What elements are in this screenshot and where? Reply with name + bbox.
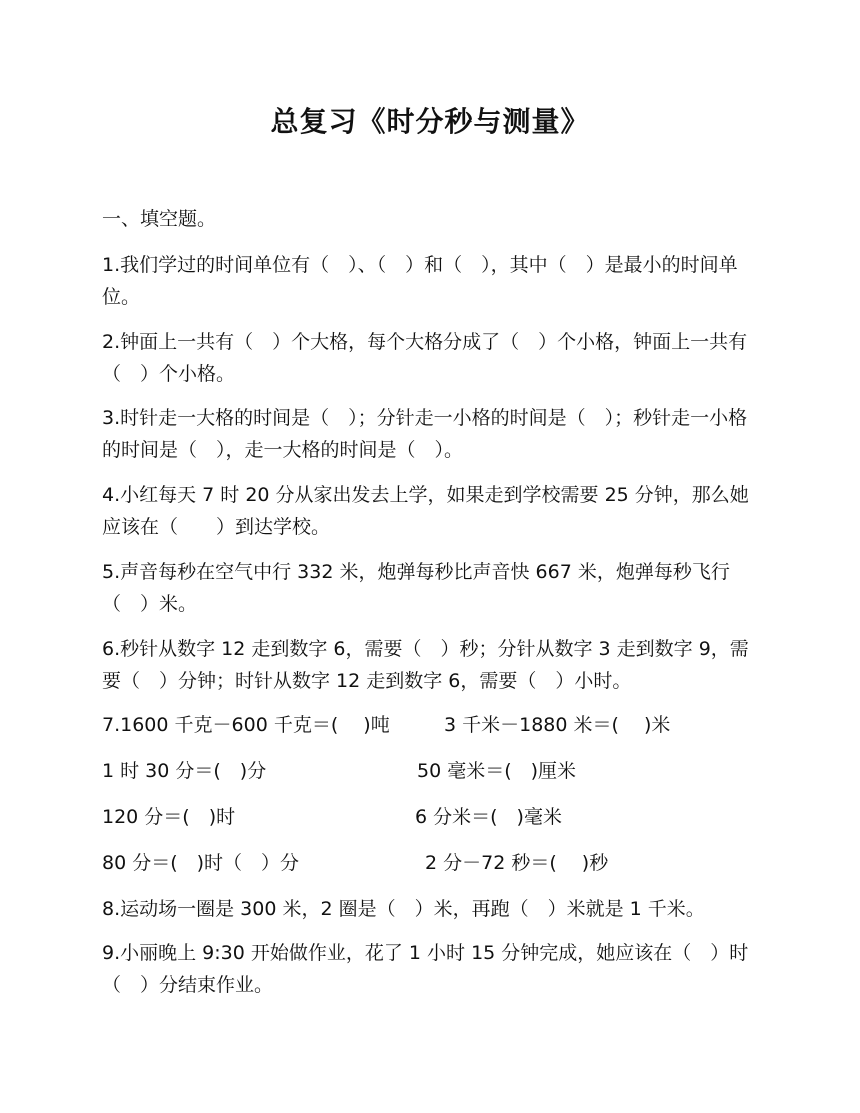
question-7-row-1 xyxy=(102,709,762,741)
question-4: 4.小红每天 7 时 20 分从家出发去上学，如果走到学校需要 25 分钟，那么她应该在（ ）到达学校。 xyxy=(102,484,749,538)
question-3: 3.时针走一大格的时间是（ ）；分针走一小格的时间是（ ）；秒针走一小格的时间是（ ），走一大格的时间是（ ）。 xyxy=(102,407,748,461)
question-9: 9.小丽晚上 9:30 开始做作业，花了 1 小时 15 分钟完成，她应该在（ ）时（ ）分结束作业。 xyxy=(102,942,749,996)
question-5: 5.声音每秒在空气中行 332 米，炮弹每秒比声音快 667 米，炮弹每秒飞行（ ）米。 xyxy=(102,561,730,615)
page-title: 总复习《时分秒与测量》 xyxy=(270,105,590,138)
conversion-right: 6 分米＝( )毫米 xyxy=(415,806,562,828)
question-7-row-3 xyxy=(102,801,762,833)
conversion-right: 3 千米－1880 米＝( )米 xyxy=(444,714,671,736)
question-7-row-2 xyxy=(102,755,762,787)
section-heading: 一、填空题。 xyxy=(102,208,217,230)
question-6: 6.秒针从数字 12 走到数字 6，需要（ ）秒；分针从数字 3 走到数字 9，需要（ ）分钟；时针从数字 12 走到数字 6，需要（ ）小时。 xyxy=(102,638,749,692)
conversion-left: 7.1600 千克－600 千克＝( )吨 xyxy=(102,714,390,736)
question-2: 2.钟面上一共有（ ）个大格，每个大格分成了（ ）个小格，钟面上一共有（ ）个小格。 xyxy=(102,331,748,385)
conversion-left: 120 分＝( )时 xyxy=(102,806,236,828)
question-8: 8.运动场一圈是 300 米，2 圈是（ ）米，再跑（ ）米就是 1 千米。 xyxy=(102,898,705,920)
conversion-left: 1 时 30 分＝( )分 xyxy=(102,760,267,782)
conversion-right: 2 分－72 秒＝( )秒 xyxy=(425,852,609,874)
conversion-right: 50 毫米＝( )厘米 xyxy=(417,760,577,782)
question-7-row-4 xyxy=(102,847,762,879)
conversion-left: 80 分＝( )时（ ）分 xyxy=(102,852,300,874)
question-1: 1.我们学过的时间单位有（ ）、（ ）和（ ），其中（ ）是最小的时间单位。 xyxy=(102,254,738,308)
